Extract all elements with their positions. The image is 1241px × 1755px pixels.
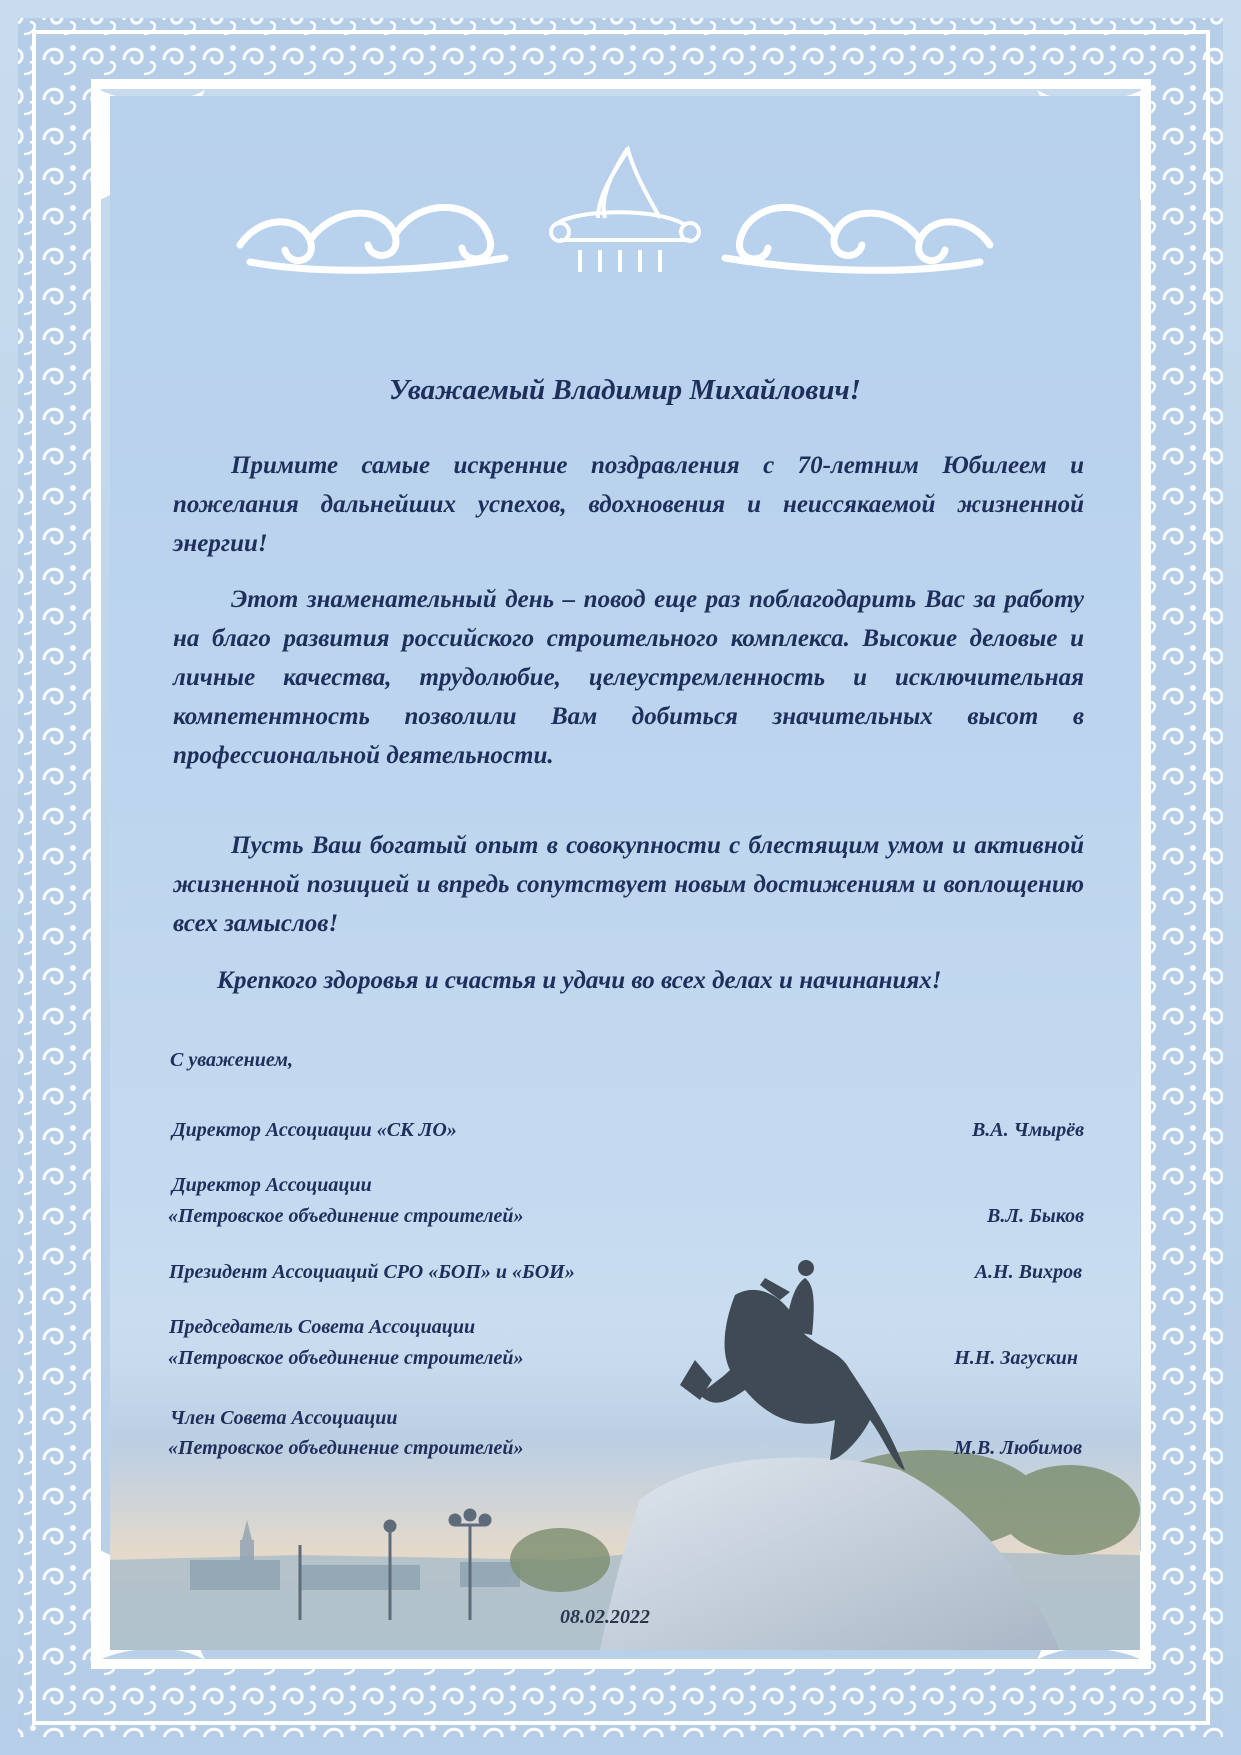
signatory-name: А.Н. Вихров — [974, 1261, 1082, 1283]
signatory-title: Член Совета Ассоциации — [170, 1407, 398, 1429]
signatory-organization: «Петровское объединение строителей» — [168, 1205, 524, 1227]
paragraph-wishes: Пусть Ваш богатый опыт в совокупности с блестящим умом и активной жизненной позицией и впредь сопутствует новым достижениям и воплощению всех замыслов! — [173, 832, 1084, 937]
signatory-organization: «Петровское объединение строителей» — [168, 1437, 524, 1459]
letter-date: 08.02.2022 — [560, 1606, 650, 1628]
paragraph-congratulations: Примите самые искренние поздравления с 70-летним Юбилеем и пожелания дальнейших успехов, вдохновения и неиссякаемой жизненной энергии! — [173, 452, 1084, 557]
signatory-title: Директор Ассоциации «СК ЛО» — [172, 1119, 457, 1141]
closing-phrase: С уважением, — [170, 1049, 293, 1071]
signatory-title: Президент Ассоциаций СРО «БОП» и «БОИ» — [169, 1261, 575, 1283]
greeting-heading: Уважаемый Владимир Михайлович! — [389, 374, 861, 406]
signatory-name: М.В. Любимов — [954, 1437, 1082, 1459]
paragraph-health-wish: Крепкого здоровья и счастья и удачи во всех делах и начинаниях! — [217, 967, 942, 994]
signatory-title: Директор Ассоциации — [172, 1174, 372, 1196]
signatory-organization: «Петровское объединение строителей» — [168, 1347, 524, 1369]
signatory-title: Председатель Совета Ассоциации — [169, 1316, 476, 1338]
signatory-name: Н.Н. Загускин — [954, 1347, 1078, 1369]
paragraph-gratitude: Этот знаменательный день – повод еще раз поблагодарить Вас за работу на благо развития российского строительного комплекса. Высокие деловые и личные качества, трудолюбие, целеустремленность и исключительная компетентность позволили Вам добиться значительных высот в профессиональной деятельности. — [173, 586, 1084, 769]
signatory-name: В.Л. Быков — [987, 1205, 1084, 1227]
signatory-name: В.А. Чмырёв — [971, 1119, 1084, 1141]
